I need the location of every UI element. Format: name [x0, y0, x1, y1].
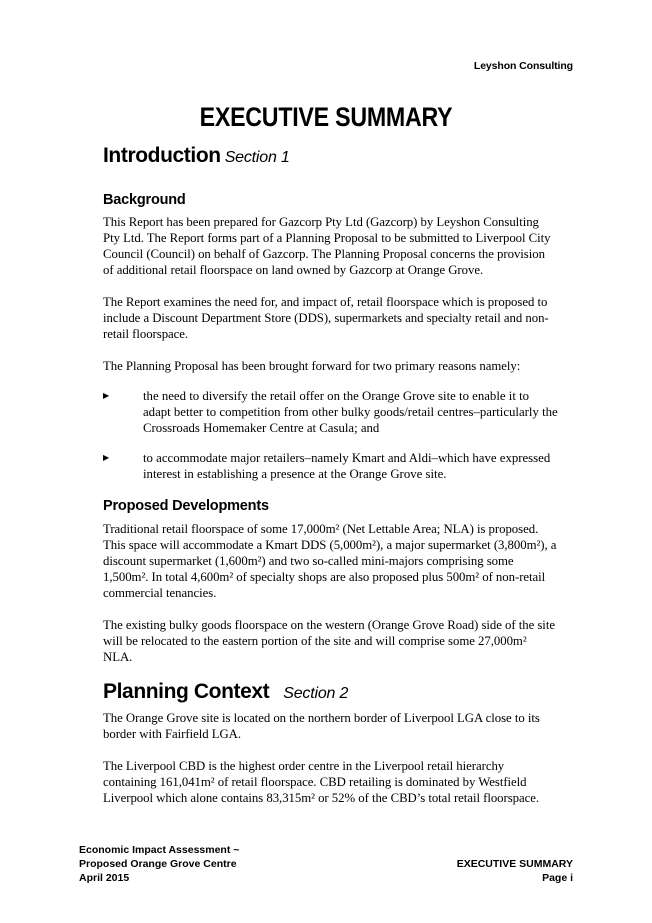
bullet-text: to accommodate major retailers–namely Kmart and Aldi–which have expressed interest in establishing a presence at the Orange Grove site. [143, 451, 551, 481]
bullet-text: the need to diversify the retail offer on the Orange Grove site to enable it to adapt better to competition from other bulky goods/retail centres–particularly the Crossroads Homemaker Centre at Casula; and [143, 389, 558, 435]
planning-context-heading [103, 678, 558, 708]
background-heading: Background [103, 192, 186, 208]
document-body [103, 142, 558, 806]
introduction-heading-text: Introduction [103, 144, 221, 167]
footer-page-number: Page i [542, 872, 573, 884]
bullet-marker: ▶ [103, 391, 110, 400]
background-paragraph-1: This Report has been prepared for Gazcorp Pty Ltd (Gazcorp) by Leyshon Consulting Pty Ltd. The Report forms part of a Planning Proposal to be submitted to Liverpool City Council (Council) on behalf of Gazcorp. The Planning Proposal concerns the provision of additional retail floorspace on land owned by Gazcorp at Orange Grove. [103, 215, 551, 277]
page-title: EXECUTIVE SUMMARY [199, 102, 453, 133]
footer-document-info [79, 843, 239, 885]
introduction-heading [103, 142, 558, 172]
planning-paragraph-2: The Liverpool CBD is the highest order centre in the Liverpool retail hierarchy containing 161,041m² of retail floorspace. CBD retailing is dominated by Westfield Liverpool which alone contains 83,315m² or 52% of the CBD’s total retail floorspace. [103, 759, 540, 805]
background-paragraph-3: The Planning Proposal has been brought forward for two primary reasons namely: [103, 359, 521, 373]
background-paragraph-2: The Report examines the need for, and impact of, retail floorspace which is proposed to include a Discount Department Store (DDS), supermarkets and specialty retail and non-retail floorspace. [103, 295, 549, 341]
planning-heading-text: Planning Context [103, 680, 270, 703]
bullet-item [103, 450, 558, 482]
footer-date: April 2015 [79, 872, 130, 884]
footer-page-info [457, 857, 573, 885]
planning-section-label: Section 2 [283, 685, 349, 702]
bullet-marker: ▶ [103, 453, 110, 462]
footer-line-1: Economic Impact Assessment ~ [79, 844, 240, 856]
proposed-paragraph-1: Traditional retail floorspace of some 17,000m² (Net Lettable Area; NLA) is proposed. This space will accommodate a Kmart DDS (5,000m²), a major supermarket (3,800m²), a discount supermarket (1,600m²) and two so-called mini-majors comprising some 1,500m². In total 4,600m² of specialty shops are also proposed plus 500m² of non-retail commercial tenancies. [103, 522, 557, 600]
header-company-name: Leyshon Consulting [473, 60, 573, 72]
footer-line-2: Proposed Orange Grove Centre [79, 858, 237, 870]
footer-section-name: EXECUTIVE SUMMARY [456, 858, 573, 870]
bullet-item [103, 388, 558, 436]
proposed-developments-heading: Proposed Developments [103, 498, 269, 514]
planning-paragraph-1: The Orange Grove site is located on the northern border of Liverpool LGA close to its border with Fairfield LGA. [103, 711, 540, 741]
proposed-paragraph-2: The existing bulky goods floorspace on the western (Orange Grove Road) side of the site will be relocated to the eastern portion of the site and will comprise some 27,000m² NLA. [103, 618, 555, 664]
introduction-section-label: Section 1 [224, 149, 290, 166]
